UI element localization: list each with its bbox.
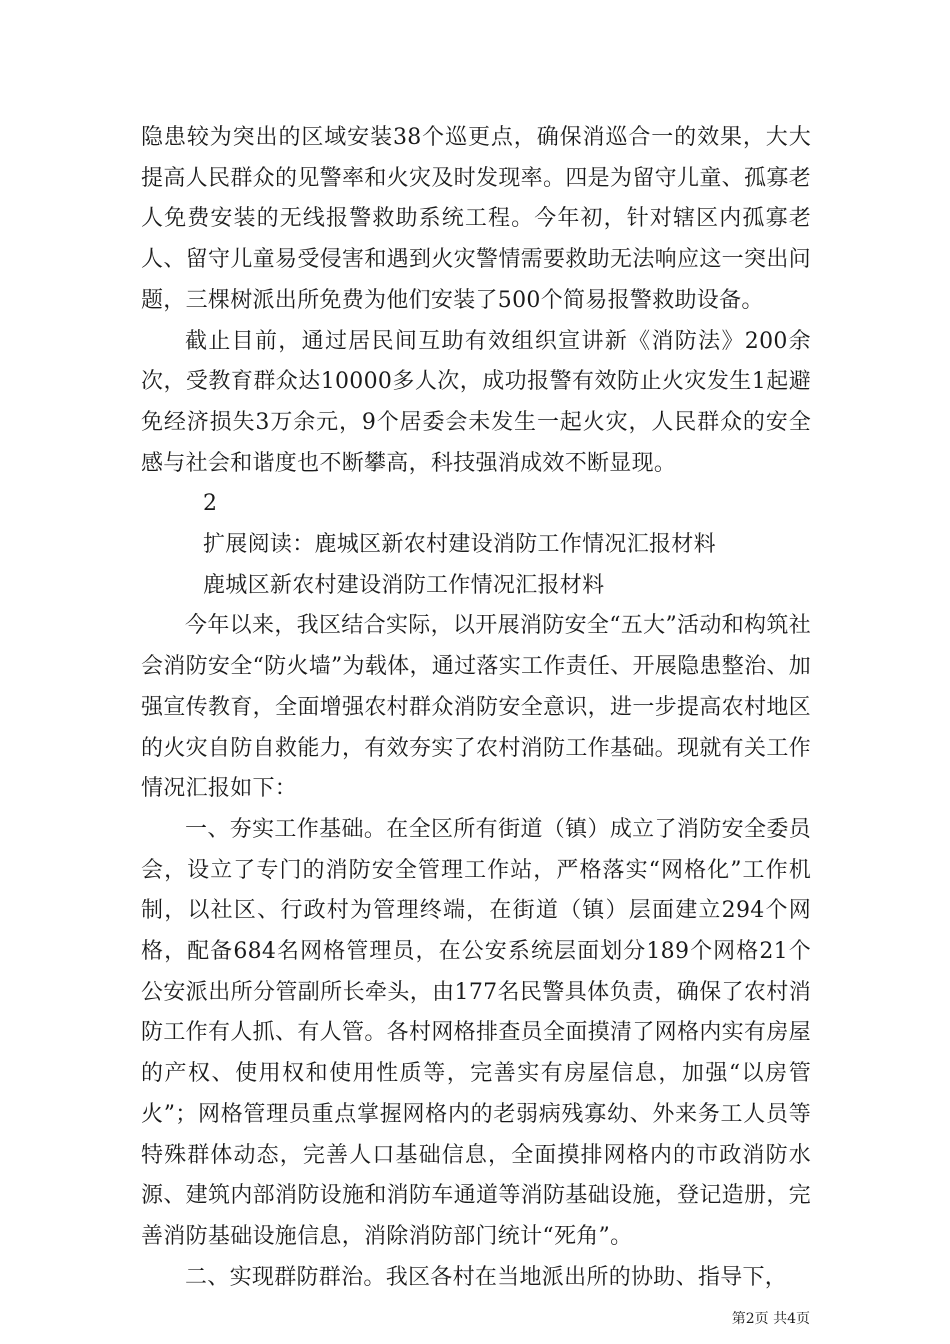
document-body [141,118,811,1298]
document-title: 鹿城区新农村建设消防工作情况汇报材料 [203,572,605,598]
extended-reading-heading: 扩展阅读：鹿城区新农村建设消防工作情况汇报材料 [203,532,716,558]
paragraph-section-1: 一、夯实工作基础。在全区所有街道（镇）成立了消防安全委员会，设立了专门的消防安全管理工作站，严格落实“网格化”工作机制，以社区、行政村为管理终端，在街道（镇）层面建立294个网格，配备684名网格管理员，在公安系统层面划分189个网格21个公安派出所分管副所长牵头，由177名民警具体负责，确保了农村消防工作有人抓、有人管。各村网格排查员全面摸清了网格内实有房屋的产权、使用权和使用性质等，完善实有房屋信息，加强“以房管火”；网格管理员重点掌握网格内的老弱病残寡幼、外来务工人员等特殊群体动态，完善人口基础信息，全面摸排网格内的市政消防水源、建筑内部消防设施和消防车通道等消防基础设施，登记造册，完善消防基础设施信息，消除消防部门统计“死角”。 [141,816,811,1249]
paragraph-intro: 今年以来，我区结合实际，以开展消防安全“五大”活动和构筑社会消防安全“防火墙”为载体，通过落实工作责任、开展隐患整治、加强宣传教育，全面增强农村群众消防安全意识，进一步提高农村地区的火灾自防自救能力，有效夯实了农村消防工作基础。现就有关工作情况汇报如下： [141,613,811,802]
inline-page-number: 2 [203,491,217,517]
paragraph-summary: 截止目前，通过居民间互助有效组织宣讲新《消防法》200余次，受教育群众达10000多人次，成功报警有效防止火灾发生1起避免经济损失3万余元，9个居委会未发生一起火灾，人民群众的安全感与社会和谐度也不断攀高，科技强消成效不断显现。 [141,328,811,476]
page-footer: 第2页 共4页 [731,1311,810,1327]
paragraph-continued: 隐患较为突出的区域安装38个巡更点，确保消巡合一的效果，大大提高人民群众的见警率和火灾及时发现率。四是为留守儿童、孤寡老人免费安装的无线报警救助系统工程。今年初，针对辖区内孤寡老人、留守儿童易受侵害和遇到火灾警情需要救助无法响应这一突出问题，三棵树派出所免费为他们安装了500个简易报警救助设备。 [141,125,811,313]
paragraph-section-2: 二、实现群防群治。我区各村在当地派出所的协助、指导下， [185,1264,788,1290]
